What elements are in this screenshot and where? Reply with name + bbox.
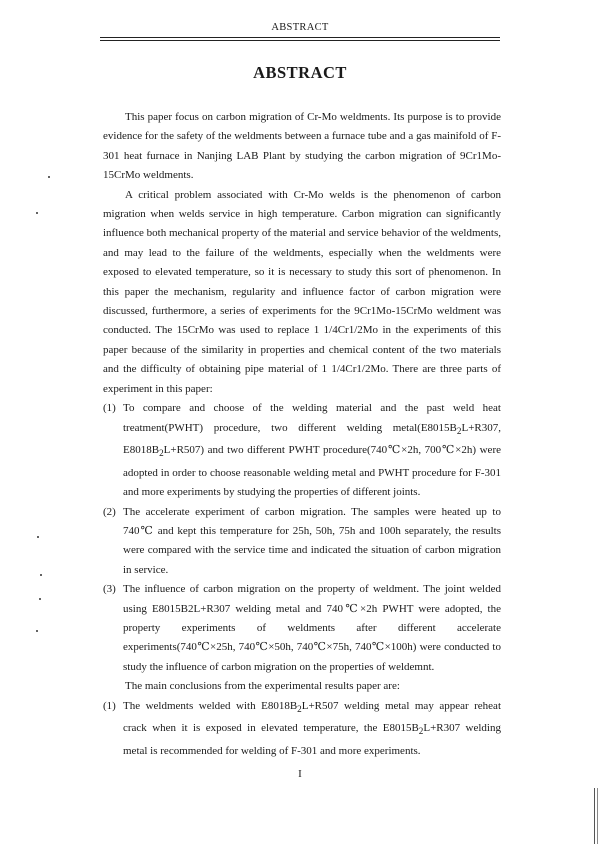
experiment-item-text: The accelerate experiment of carbon migration. The samples were heated up to 740℃ and kept this temperature for 25h, 50h, 75h and 100h separately, the results were compared with the service time and indicated the situation of carbon migration in service.	[123, 505, 501, 576]
experiment-item-number: (1)	[103, 402, 116, 415]
subscript: 2	[456, 425, 462, 436]
scan-edge-marks	[594, 788, 598, 844]
conclusion-item-text: The weldments welded with E8018B	[123, 699, 298, 712]
experiment-item-number: (3)	[103, 583, 116, 596]
conclusion-item-number: (1)	[103, 699, 116, 712]
header-rule	[100, 37, 500, 41]
abstract-body	[103, 108, 501, 761]
conclusion-item-1	[103, 697, 501, 762]
scan-dot	[37, 536, 39, 538]
scan-dot	[48, 176, 50, 178]
experiment-item-text: The influence of carbon migration on the property of weldment. The joint welded using E8015B2L+R307 welding metal and 740℃×2h PWHT were adopted, the property experiments of weldments after different accelerate experiments(740℃×25h, 740℃×50h, 740℃×75h, 740℃×100h) were conducted to study the influence of carbon migration on the properties of weldemnt.	[123, 583, 501, 673]
conclusion-item-text: L+R507 welding metal may appear reheat crack when it is exposed in elevated temperature, the E8015B	[123, 699, 501, 735]
experiment-item-number: (2)	[103, 505, 116, 518]
paragraph-purpose: This paper focus on carbon migration of Cr-Mo weldments. Its purpose is to provide evidence for the safety of the weldments between a furnace tube and a gas mainifold of F-301 heat furnace in Nanjing LAB Plant by studying the carbon migration of 9Cr1Mo-15CrMo weldments.	[103, 111, 501, 182]
running-header: ABSTRACT	[271, 22, 329, 33]
subscript: 2	[297, 703, 302, 714]
experiment-item-text: L+R507) and two different PWHT procedure(740℃×2h, 700℃×2h) were adopted in order to choose reasonable welding metal and PWHT procedure for F-301 and more experiments by studying the properties of different joints.	[123, 444, 501, 499]
experiment-item-text: To compare and choose of the welding material and the past weld heat treatment(PWHT) procedure, two different welding metal(E8015B	[123, 402, 501, 434]
subscript: 2	[418, 726, 424, 737]
experiment-item-3	[103, 580, 501, 677]
page-number: I	[298, 768, 302, 780]
conclusion-item-text: L+R307 welding metal is recommended for welding of F-301 and more experiments.	[123, 722, 501, 757]
conclusions-intro: The main conclusions from the experimental results paper are:	[125, 680, 400, 693]
page-title: ABSTRACT	[253, 63, 347, 82]
scan-dot	[36, 630, 38, 632]
paragraph-problem: A critical problem associated with Cr-Mo welds is the phenomenon of carbon migration when welds service in high temperature. Carbon migration can significantly influence both mechanical property of the material and service behavior of the weldments, and may lead to the failure of the weldments, especially when the weldments were exposed to elevated temperature, so it is necessary to study this sort of phenomenon. In this paper the mechanism, regularity and influence factor of carbon migration were discussed, furthermore, a series of experiments for the 9Cr1Mo-15CrMo weldment was conducted. The 15CrMo was used to replace 1 1/4Cr1/2Mo in the experiments of this paper because of the similarity in properties and chemical content of the two materials and the difficulty of obtaining pipe material of 1 1/4Cr1/2Mo. There are three parts of experiment in this paper:	[103, 188, 501, 395]
experiment-item-1	[103, 399, 501, 502]
scan-dot	[39, 598, 41, 600]
scan-dot	[40, 574, 42, 576]
experiment-item-2	[103, 503, 501, 581]
scan-dot	[36, 212, 38, 214]
subscript: 2	[159, 448, 164, 459]
experiment-item-text: L+R307, E8018B	[123, 421, 501, 457]
